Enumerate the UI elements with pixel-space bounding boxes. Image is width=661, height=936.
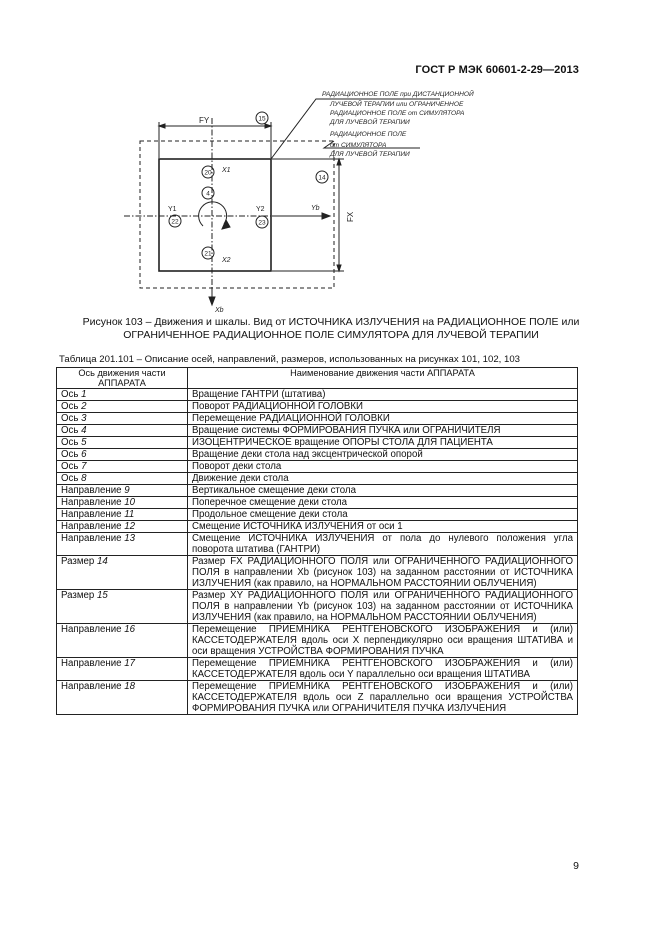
page-number: 9 [573, 860, 579, 872]
label-y1: Y1 [168, 206, 177, 213]
row-axis-cell [57, 590, 188, 624]
row-axis-kind: Направление [61, 509, 122, 520]
row-axis-number: 9 [124, 485, 130, 496]
row-axis-number: 12 [124, 521, 136, 532]
callout-1-line-3: РАДИАЦИОННОЕ ПОЛЕ от СИМУЛЯТОРА [330, 110, 465, 117]
table-row [57, 624, 578, 658]
row-axis-kind: Размер [61, 556, 95, 567]
label-x2: X2 [222, 257, 231, 264]
row-axis-cell [57, 437, 188, 449]
row-axis-cell [57, 521, 188, 533]
row-axis-number: 5 [81, 437, 87, 448]
row-axis-number: 16 [124, 624, 136, 635]
label-yb: Yb [311, 205, 320, 212]
row-description: Перемещение ПРИЕМНИКА РЕНТГЕНОВСКОГО ИЗОБРАЖЕНИЯ и (или) КАССЕТОДЕРЖАТЕЛЯ вдоль оси X перпендикулярно оси вращения ШТАТИВА и оси вращения УСТРОЙСТВА ФОРМИРОВАНИЯ ПУЧКА [188, 624, 578, 658]
num-21: 21 [204, 250, 212, 258]
row-description: Размер XY РАДИАЦИОННОГО ПОЛЯ или ОГРАНИЧЕННОГО РАДИАЦИОННОГО ПОЛЯ в направлении Yb (рисунок 103) на заданном расстоянии от ИСТОЧНИКА ИЗЛУЧЕНИЯ (как правило, на НОРМАЛЬНОМ РАССТОЯНИИ ОБЛУЧЕНИЯ) [188, 590, 578, 624]
row-description: Вращение ГАНТРИ (штатива) [188, 389, 578, 401]
row-description: Поперечное смещение деки стола [188, 497, 578, 509]
callout-1-line-4: ДЛЯ ЛУЧЕВОЙ ТЕРАПИИ [330, 119, 410, 126]
field-diagram [0, 0, 661, 320]
table-row [57, 413, 578, 425]
table-row [57, 485, 578, 497]
row-axis-cell [57, 556, 188, 590]
row-axis-kind: Ось [61, 437, 79, 448]
table-row [57, 437, 578, 449]
num-22: 22 [171, 218, 179, 226]
table-title: Таблица 201.101 – Описание осей, направлений, размеров, использованных на рисунках 101, 102, 103 [59, 354, 520, 365]
row-axis-cell [57, 681, 188, 715]
col1-header-line-1: Ось движения части [78, 368, 166, 378]
row-axis-cell [57, 658, 188, 681]
table-row [57, 461, 578, 473]
row-axis-kind: Направление [61, 533, 122, 544]
row-description: Перемещение РАДИАЦИОННОЙ ГОЛОВКИ [188, 413, 578, 425]
label-xb: Xb [215, 307, 224, 314]
label-x1: X1 [222, 167, 231, 174]
row-axis-number: 8 [81, 473, 87, 484]
document-header: ГОСТ Р МЭК 60601-2-29—2013 [415, 64, 579, 76]
row-axis-kind: Направление [61, 497, 122, 508]
row-axis-number: 14 [97, 556, 108, 567]
row-description: Смещение ИСТОЧНИКА ИЗЛУЧЕНИЯ от оси 1 [188, 521, 578, 533]
callout-1-leader [271, 99, 440, 159]
row-axis-kind: Направление [61, 624, 122, 635]
axes-table [56, 367, 578, 715]
row-axis-kind: Ось [61, 449, 79, 460]
row-axis-kind: Ось [61, 461, 79, 472]
figure-caption [40, 316, 622, 342]
table-row [57, 521, 578, 533]
table-row [57, 449, 578, 461]
row-axis-cell [57, 485, 188, 497]
row-axis-cell [57, 449, 188, 461]
table-row [57, 681, 578, 715]
num-20: 20 [204, 169, 212, 177]
row-description: Поворот РАДИАЦИОННОЙ ГОЛОВКИ [188, 401, 578, 413]
row-description: Вращение системы ФОРМИРОВАНИЯ ПУЧКА или ОГРАНИЧИТЕЛЯ [188, 425, 578, 437]
table-row [57, 425, 578, 437]
row-axis-kind: Размер [61, 590, 95, 601]
row-axis-cell [57, 624, 188, 658]
table-row [57, 473, 578, 485]
row-axis-kind: Ось [61, 401, 79, 412]
row-description: Перемещение ПРИЕМНИКА РЕНТГЕНОВСКОГО ИЗОБРАЖЕНИЯ и (или) КАССЕТОДЕРЖАТЕЛЯ вдоль оси Y параллельно оси вращения ШТАТИВА [188, 658, 578, 681]
table-row [57, 401, 578, 413]
row-axis-number: 13 [124, 533, 136, 544]
row-description: Вертикальное смещение деки стола [188, 485, 578, 497]
table-row [57, 497, 578, 509]
label-y2: Y2 [256, 206, 265, 213]
table-row [57, 509, 578, 521]
table-row [57, 590, 578, 624]
row-axis-kind: Ось [61, 425, 79, 436]
row-description: Смещение ИСТОЧНИКА ИЗЛУЧЕНИЯ от пола до нулевого положения угла поворота штатива (ГАНТРИ) [188, 533, 578, 556]
table-row [57, 658, 578, 681]
row-axis-number: 15 [97, 590, 108, 601]
row-axis-cell [57, 497, 188, 509]
row-axis-number: 3 [81, 413, 87, 424]
row-axis-cell [57, 533, 188, 556]
num-14: 14 [318, 174, 326, 182]
col1-header [57, 368, 188, 389]
row-description: Размер FX РАДИАЦИОННОГО ПОЛЯ или ОГРАНИЧЕННОГО РАДИАЦИОННОГО ПОЛЯ в направлении Xb (рисунок 103) на заданном расстоянии от ИСТОЧНИКА ИЗЛУЧЕНИЯ (как правило, на НОРМАЛЬНОМ РАССТОЯНИИ ОБЛУЧЕНИЯ) [188, 556, 578, 590]
row-axis-kind: Ось [61, 389, 79, 400]
num-23: 23 [258, 219, 266, 227]
row-axis-cell [57, 425, 188, 437]
figure-caption-line-2: ОГРАНИЧЕННОЕ РАДИАЦИОННОЕ ПОЛЕ СИМУЛЯТОРА ДЛЯ ЛУЧЕВОЙ ТЕРАПИИ [123, 329, 539, 341]
row-axis-kind: Направление [61, 485, 122, 496]
row-axis-number: 17 [124, 658, 136, 669]
row-axis-cell [57, 461, 188, 473]
callout-2-line-1: РАДИАЦИОННОЕ ПОЛЕ [330, 131, 407, 138]
callout-1-line-1: РАДИАЦИОННОЕ ПОЛЕ при ДИСТАНЦИОННОЙ [322, 91, 474, 98]
table-row [57, 556, 578, 590]
row-description: Вращение деки стола над эксцентрической опорой [188, 449, 578, 461]
row-description: Движение деки стола [188, 473, 578, 485]
row-axis-number: 1 [81, 389, 87, 400]
table-row [57, 533, 578, 556]
row-axis-number: 6 [81, 449, 87, 460]
figure-caption-line-1: Рисунок 103 – Движения и шкалы. Вид от ИСТОЧНИКА ИЗЛУЧЕНИЯ на РАДИАЦИОННОЕ ПОЛЕ или [82, 316, 580, 328]
col2-header: Наименование движения части АППАРАТА [188, 368, 578, 389]
row-axis-kind: Направление [61, 521, 122, 532]
row-axis-kind: Ось [61, 413, 79, 424]
num-4: 4 [206, 190, 210, 198]
table-header-row [57, 368, 578, 389]
row-axis-cell [57, 389, 188, 401]
callout-2-line-3: ДЛЯ ЛУЧЕВОЙ ТЕРАПИИ [330, 151, 410, 158]
row-axis-number: 2 [81, 401, 87, 412]
table-row [57, 389, 578, 401]
num-15: 15 [258, 115, 266, 123]
callout-2-line-2: от СИМУЛЯТОРА [330, 142, 387, 149]
row-description: Продольное смещение деки стола [188, 509, 578, 521]
row-description: ИЗОЦЕНТРИЧЕСКОЕ вращение ОПОРЫ СТОЛА ДЛЯ ПАЦИЕНТА [188, 437, 578, 449]
row-axis-number: 18 [124, 681, 136, 692]
simulator-field-outline [140, 141, 334, 288]
row-axis-number: 7 [81, 461, 87, 472]
row-axis-number: 10 [124, 497, 136, 508]
row-axis-cell [57, 473, 188, 485]
col1-header-line-2: АППАРАТА [98, 378, 146, 388]
row-axis-cell [57, 509, 188, 521]
row-description: Поворот деки стола [188, 461, 578, 473]
label-fx: FX [346, 211, 355, 222]
row-description: Перемещение ПРИЕМНИКА РЕНТГЕНОВСКОГО ИЗОБРАЖЕНИЯ и (или) КАССЕТОДЕРЖАТЕЛЯ вдоль оси Z параллельно оси вращения УСТРОЙСТВА ФОРМИРОВАНИЯ ПУЧКА или ОГРАНИЧИТЕЛЯ ПУЧКА ИЗЛУЧЕНИЯ [188, 681, 578, 715]
row-axis-kind: Ось [61, 473, 79, 484]
label-fy: FY [199, 116, 210, 125]
callout-1-line-2: ЛУЧЕВОЙ ТЕРАПИИ или ОГРАНИЧЕННОЕ [330, 101, 464, 108]
figure-103 [0, 0, 661, 320]
table-body [57, 389, 578, 715]
row-axis-number: 11 [124, 509, 135, 520]
row-axis-kind: Направление [61, 658, 122, 669]
row-axis-cell [57, 401, 188, 413]
row-axis-number: 4 [81, 425, 87, 436]
row-axis-kind: Направление [61, 681, 122, 692]
row-axis-cell [57, 413, 188, 425]
